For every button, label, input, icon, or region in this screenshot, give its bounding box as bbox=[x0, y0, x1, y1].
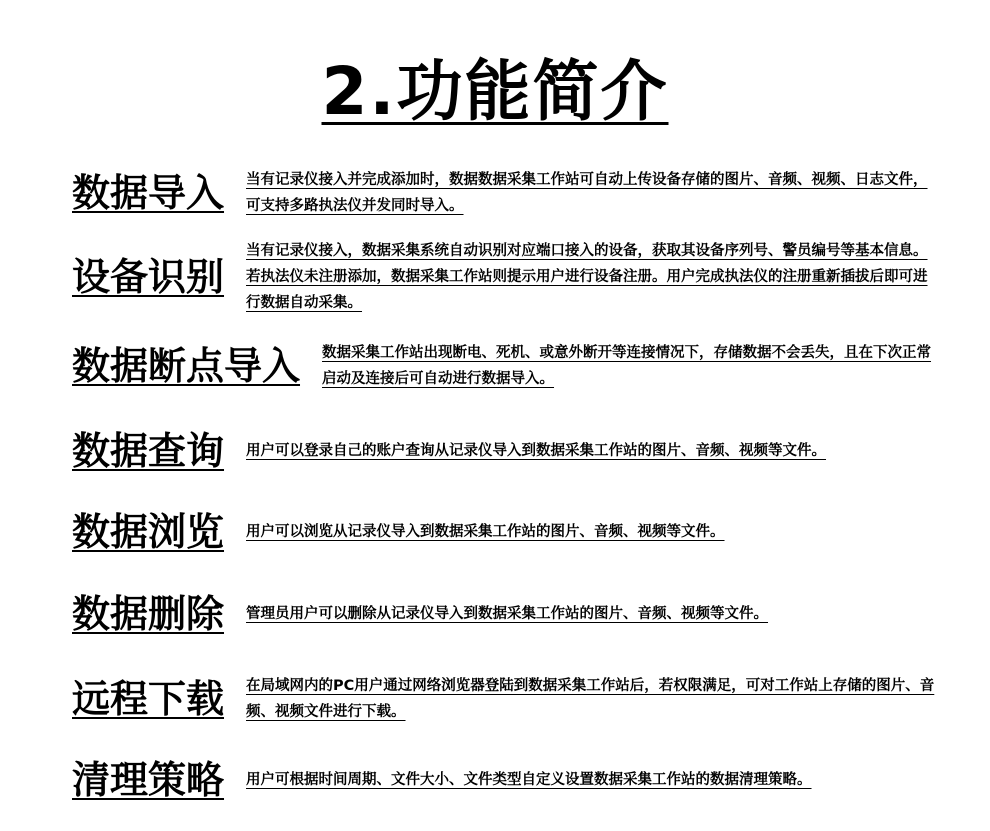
feature-item-breakpoint-import bbox=[72, 340, 934, 392]
page-title-row bbox=[0, 52, 990, 132]
feature-item-device-recognition bbox=[72, 238, 936, 316]
feature-item-data-delete bbox=[72, 590, 936, 638]
feature-description: 当有记录仪接入，数据采集系统自动识别对应端口接入的设备，获取其设备序列号、警员编号等基本信息。若执法仪未注册添加，数据采集工作站则提示用户进行设备注册。用户完成执法仪的注册重新插拔后即可进行数据自动采集。 bbox=[246, 243, 928, 311]
feature-name: 清理策略 bbox=[72, 758, 225, 802]
feature-name: 数据删除 bbox=[72, 592, 225, 636]
feature-description: 当有记录仪接入并完成添加时，数据数据采集工作站可自动上传设备存储的图片、音频、视频、日志文件，可支持多路执法仪并发同时导入。 bbox=[246, 172, 928, 214]
feature-name: 远程下载 bbox=[72, 677, 225, 721]
feature-description: 用户可根据时间周期、文件大小、文件类型自定义设置数据采集工作站的数据清理策略。 bbox=[246, 772, 812, 788]
feature-item-data-browse bbox=[72, 508, 936, 556]
feature-item-remote-download bbox=[72, 673, 956, 725]
feature-description: 用户可以登录自己的账户查询从记录仪导入到数据采集工作站的图片、音频、视频等文件。 bbox=[246, 443, 827, 459]
feature-name: 数据断点导入 bbox=[72, 344, 301, 388]
feature-description: 在局域网内的PC用户通过网络浏览器登陆到数据采集工作站后，若权限满足，可对工作站上存储的图片、音频、视频文件进行下载。 bbox=[246, 678, 935, 720]
feature-name: 设备识别 bbox=[72, 255, 225, 299]
feature-name: 数据查询 bbox=[72, 429, 225, 473]
feature-description: 用户可以浏览从记录仪导入到数据采集工作站的图片、音频、视频等文件。 bbox=[246, 524, 725, 540]
feature-item-cleanup-policy bbox=[72, 756, 936, 804]
feature-description: 管理员用户可以删除从记录仪导入到数据采集工作站的图片、音频、视频等文件。 bbox=[246, 606, 769, 622]
feature-name: 数据导入 bbox=[72, 171, 225, 215]
feature-item-data-query bbox=[72, 427, 936, 475]
feature-name: 数据浏览 bbox=[72, 510, 225, 554]
feature-item-data-import bbox=[72, 167, 936, 219]
page-title: 2.功能简介 bbox=[321, 53, 669, 130]
feature-description: 数据采集工作站出现断电、死机、或意外断开等连接情况下，存储数据不会丢失，且在下次正常启动及连接后可自动进行数据导入。 bbox=[322, 345, 932, 387]
